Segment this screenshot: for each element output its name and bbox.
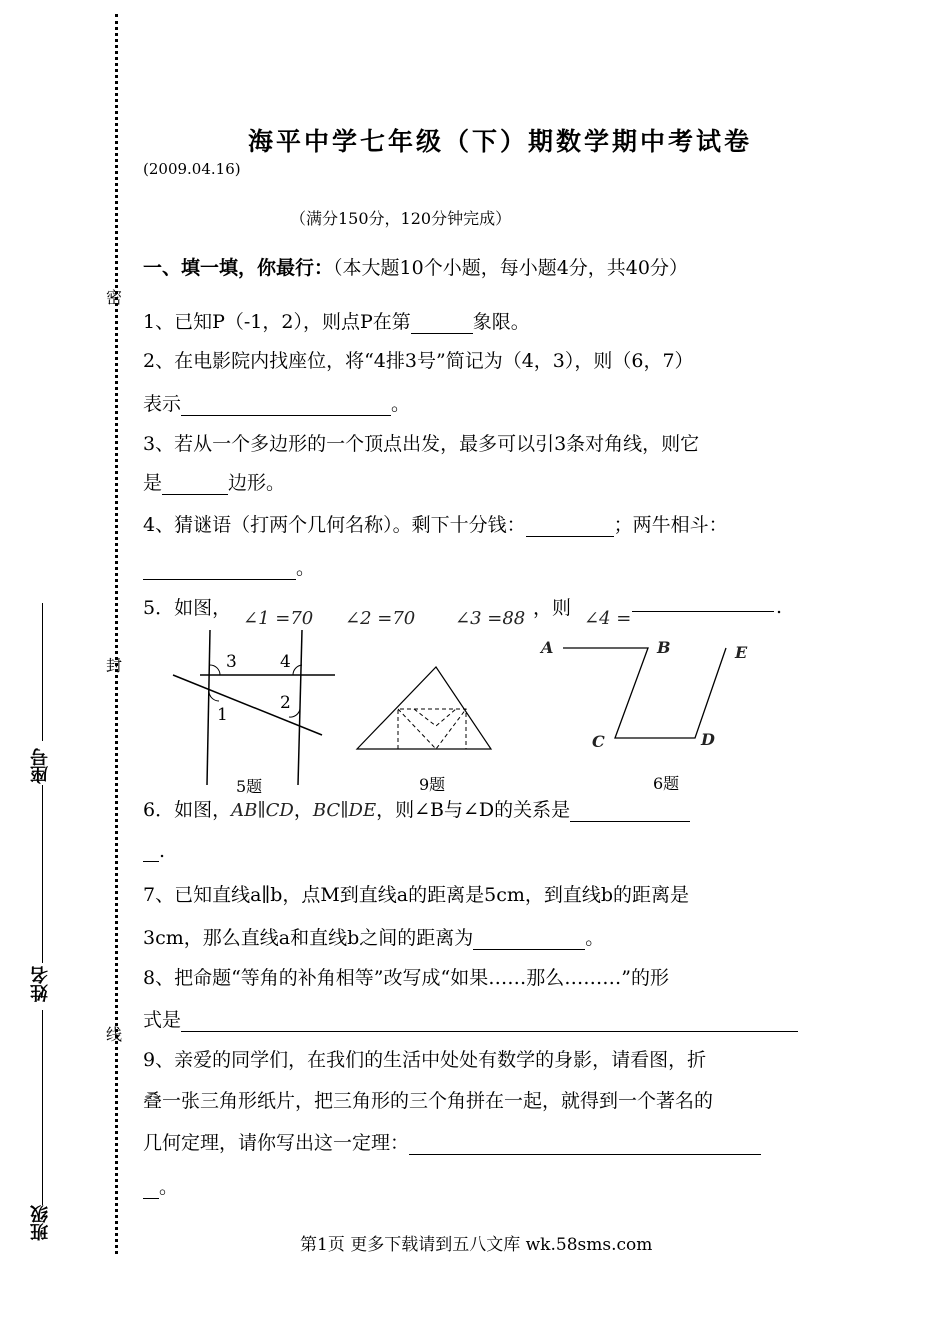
q1-blank[interactable] (411, 315, 473, 334)
figure-6 (560, 640, 750, 745)
fig9-fold-rect (398, 709, 466, 749)
q2-tail: 。 (391, 393, 411, 415)
figure-5 (165, 625, 345, 790)
fig5-arc-3 (210, 665, 220, 675)
question-1 (143, 307, 530, 334)
q5-blank[interactable] (632, 611, 774, 612)
q4-mid: ；两牛相斗： (613, 514, 728, 536)
binding-xian: 线 (106, 1025, 123, 1044)
q2-text: 表示 (143, 393, 182, 415)
fig5-label-4: 4 (280, 652, 291, 672)
q3-blank[interactable] (162, 476, 228, 495)
q6-sep: ， (293, 799, 313, 821)
question-8: 8、把命题“等角的补角相等”改写成“如果……那么………”的形 (143, 967, 669, 989)
question-6-cont (143, 840, 165, 862)
section-heading (143, 253, 688, 280)
question-7-cont (143, 923, 604, 950)
q4-tail: 。 (296, 557, 316, 579)
q9-tail: 。 (159, 1176, 179, 1198)
q8-text: 式是 (143, 1009, 182, 1031)
xingming-line (42, 1010, 43, 1205)
fig6-polyline (563, 648, 726, 738)
q4-text: 4、猜谜语（打两个几何名称）。剩下十分钱： (143, 514, 526, 536)
fig5-line-left (207, 630, 210, 785)
exam-date: (2009.04.16) (143, 160, 241, 178)
question-8-cont (143, 1005, 798, 1032)
fig6-label-d: D (701, 730, 715, 749)
q6-text: 6．如图， (143, 799, 232, 821)
question-9-line3 (143, 1128, 761, 1155)
q6-blank-2[interactable] (143, 843, 159, 862)
exam-note: （满分150分，120分钟完成） (290, 209, 512, 228)
q5-then: ，则 (533, 597, 572, 619)
fig9-fold-v (398, 709, 466, 749)
q9-text: 几何定理，请你写出这一定理： (143, 1132, 410, 1154)
fig6-label-e: E (735, 643, 748, 662)
q8-blank[interactable] (181, 1013, 798, 1032)
fig5-label-3: 3 (226, 652, 237, 672)
q7-blank[interactable] (473, 931, 585, 950)
fig9-caption: 9题 (419, 775, 446, 794)
q7-text: 3cm，那么直线a和直线b之间的距离为 (143, 927, 474, 949)
q6-blank-1[interactable] (570, 803, 690, 822)
xingming-label: 姓名 (30, 966, 51, 1002)
fig6-label-a: A (541, 638, 554, 657)
fig5-label-1: 1 (217, 705, 228, 725)
fig5-line-right (298, 630, 302, 785)
figure-9 (354, 664, 494, 752)
q4-blank-2[interactable] (143, 561, 296, 580)
question-9-line4 (143, 1172, 178, 1199)
question-9-line2: 叠一张三角形纸片，把三角形的三个角拼在一起，就得到一个著名的 (143, 1090, 714, 1112)
q9-blank-2[interactable] (143, 1180, 159, 1199)
page-title: 海平中学七年级（下）期数学期中考试卷 (248, 127, 753, 156)
question-3-cont (143, 468, 285, 495)
q6-ab: AB∥CD (231, 800, 294, 821)
zuohao-line (42, 603, 43, 741)
q2-blank[interactable] (181, 397, 391, 416)
q5-angle-3: ∠3 =88 (455, 608, 526, 629)
fig5-caption: 5题 (236, 777, 263, 796)
q9-blank-1[interactable] (409, 1136, 761, 1155)
q3-tail: 边形。 (228, 472, 286, 494)
banji-label: 班级 (30, 1205, 51, 1241)
fig6-caption: 6题 (653, 774, 680, 793)
section-desc: （本大题10个小题，每小题4分，共40分） (333, 257, 688, 279)
zuohao-label: 座号 (30, 748, 51, 784)
q6-tail: . (159, 840, 166, 862)
question-7: 7、已知直线a∥b，点M到直线a的距离是5cm，到直线b的距离是 (143, 884, 690, 906)
q5-end: . (776, 596, 783, 618)
q4-blank-1[interactable] (526, 518, 614, 537)
fig5-label-2: 2 (280, 693, 291, 713)
q5-angle-1: ∠1 =70 (243, 608, 314, 629)
question-2: 2、在电影院内找座位，将“4排3号”简记为（4，3），则（6，7） (143, 350, 694, 372)
binding-feng: 封 (106, 656, 123, 675)
q1-text: 1、已知P（-1，2），则点P在第 (143, 311, 411, 333)
question-6 (143, 795, 690, 822)
q5-angle-4: ∠4 = (584, 608, 632, 629)
page-footer: 第1页 更多下载请到五八文库 wk.58sms.com (300, 1235, 653, 1255)
q6-bc: BC∥DE (312, 800, 377, 821)
q5-angle-2: ∠2 =70 (345, 608, 416, 629)
fig6-label-b: B (657, 638, 671, 657)
binding-dotted-line (115, 14, 118, 1254)
q7-tail: 。 (585, 927, 605, 949)
question-9: 9、亲爱的同学们，在我们的生活中处处有数学的身影，请看图，折 (143, 1049, 707, 1071)
fig9-fold-top (414, 709, 456, 726)
question-4 (143, 510, 728, 537)
question-3: 3、若从一个多边形的一个顶点出发，最多可以引3条对角线，则它 (143, 433, 700, 455)
q1-tail: 象限。 (472, 311, 530, 333)
q3-text: 是 (143, 472, 163, 494)
q6-mid: ，则∠B与∠D的关系是 (376, 799, 571, 821)
question-5: 5．如图， (143, 597, 232, 619)
binding-mi: 密 (106, 288, 123, 307)
section-title: 一、填一填，你最行： (143, 257, 334, 279)
zuohao-xingming-line (42, 785, 43, 963)
question-4-cont (143, 553, 315, 580)
fig6-label-c: C (592, 732, 605, 751)
question-2-cont (143, 389, 410, 416)
